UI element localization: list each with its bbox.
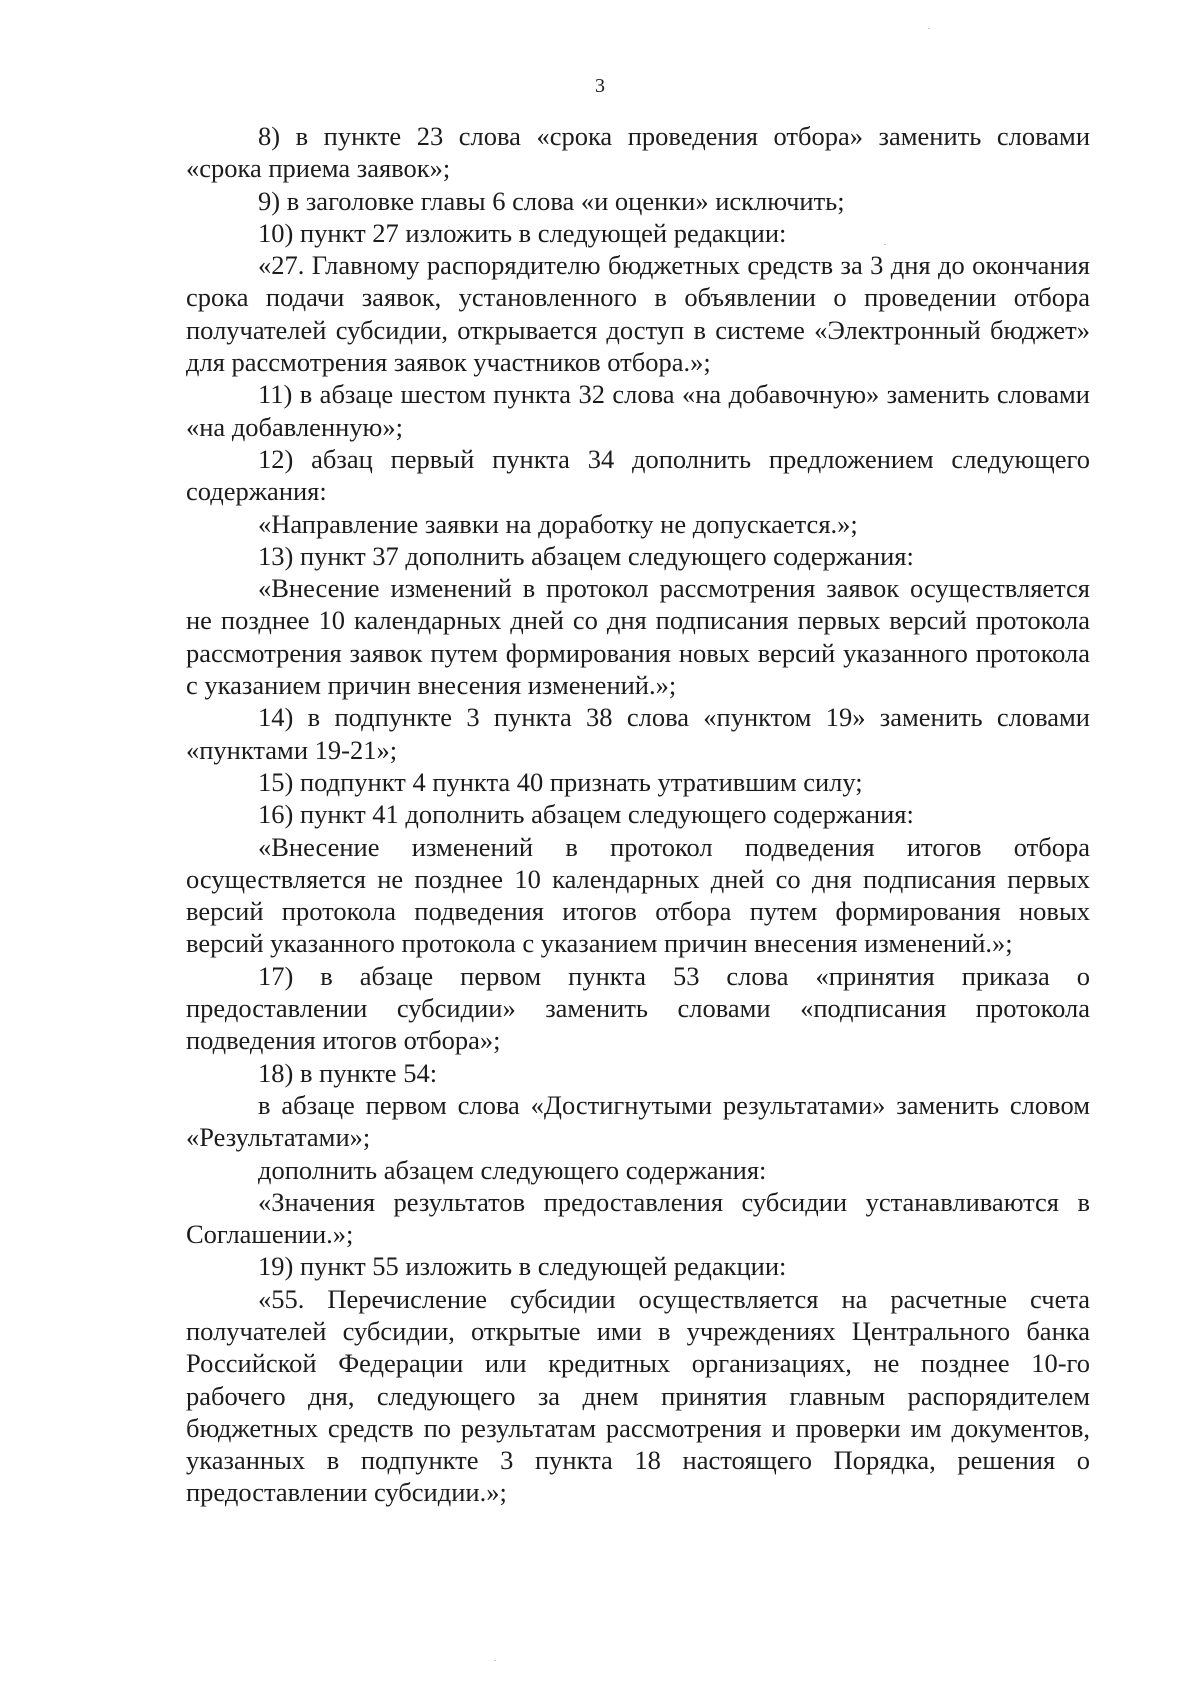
paragraph-item-10: 10) пункт 27 изложить в следующей редакции: [258, 217, 787, 248]
subparagraph-54-first: в абзаце первом слова «Достигнутыми результатами» заменить словом «Результатами»; [186, 1089, 1090, 1153]
subparagraph-54-add: дополнить абзацем следующего содержания: [258, 1154, 767, 1185]
paragraph-item-18: 18) в пункте 54: [258, 1057, 438, 1088]
page-number: 3 [595, 75, 605, 97]
paragraph-item-15: 15) подпункт 4 пункта 40 признать утратившим силу; [258, 766, 863, 797]
quoted-paragraph-54: «Значения результатов предоставления субсидии устанавливаются в Соглашении.»; [186, 1186, 1090, 1250]
paragraph-item-17: 17) в абзаце первом пункта 53 слова «принятия приказа о предоставлении субсидии» заменить словами «подписания протокола подведения итогов отбора»; [186, 960, 1090, 1056]
paragraph-item-11: 11) в абзаце шестом пункта 32 слова «на добавочную» заменить словами «на добавленную»; [186, 379, 1090, 442]
paragraph-item-9: 9) в заголовке главы 6 слова «и оценки» исключить; [258, 185, 845, 216]
paragraph-item-19: 19) пункт 55 изложить в следующей редакции: [258, 1251, 787, 1282]
scan-speck [928, 28, 930, 29]
quoted-sentence-34: «Направление заявки на доработку не допускается.»; [258, 508, 858, 539]
quoted-paragraph-55: «55. Перечисление субсидии осуществляется на расчетные счета получателей субсидии, открытые ими в учреждениях Центрального банка Российской Федерации или кредитных организациях, не позднее 10-го рабочего дня, следующего за днем принятия главным распорядителем бюджетных средств по результатам рассмотрения и проверки им документов, указанных в подпункте 3 пункта 18 настоящего Порядка, решения о предоставлении субсидии.»; [186, 1283, 1090, 1508]
paragraph-item-16: 16) пункт 41 дополнить абзацем следующего содержания: [258, 799, 914, 830]
paragraph-item-14: 14) в подпункте 3 пункта 38 слова «пунктом 19» заменить словами «пунктами 19-21»; [186, 702, 1090, 765]
paragraph-item-13: 13) пункт 37 дополнить абзацем следующего содержания: [258, 540, 914, 571]
document-body [186, 120, 1090, 1509]
quoted-paragraph-27: «27. Главному распорядителю бюджетных средств за 3 дня до окончания срока подачи заявок, установленного в объявлении о проведении отбора получателей субсидии, открывается доступ в системе «Электронный бюджет» для рассмотрения заявок участников отбора.»; [186, 250, 1090, 378]
paragraph-item-12: 12) абзац первый пункта 34 дополнить предложением следующего содержания: [186, 443, 1090, 507]
paragraph-item-8: 8) в пункте 23 слова «срока проведения отбора» заменить словами «срока приема заявок»; [186, 121, 1090, 184]
quoted-paragraph-41: «Внесение изменений в протокол подведения итогов отбора осуществляется не позднее 10 календарных дней со дня подписания первых версий протокола подведения итогов отбора путем формирования новых версий указанного протокола с указанием причин внесения изменений.»; [186, 831, 1090, 959]
quoted-paragraph-37: «Внесение изменений в протокол рассмотрения заявок осуществляется не позднее 10 календарных дней со дня подписания первых версий протокола рассмотрения заявок путем формирования новых версий указанного протокола с указанием причин внесения изменений.»; [186, 573, 1090, 701]
scan-speck [494, 1660, 496, 1661]
